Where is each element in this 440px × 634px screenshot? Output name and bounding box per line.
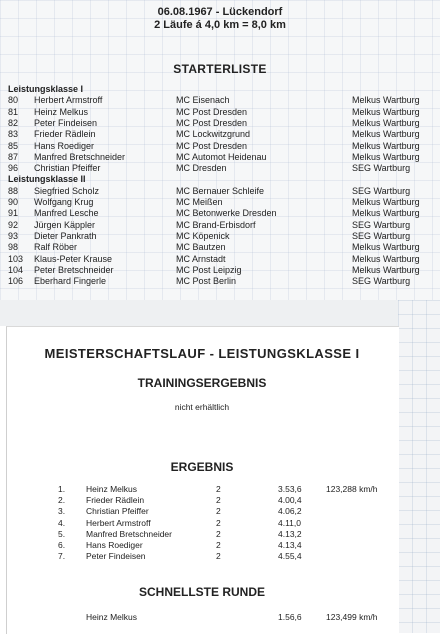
car-make: Melkus Wartburg <box>352 197 420 207</box>
car-make: Melkus Wartburg <box>352 95 420 106</box>
result-row <box>0 529 398 540</box>
club-name: MC Dresden <box>176 163 227 174</box>
graph-paper-edge <box>398 300 440 633</box>
starter-row <box>0 163 440 174</box>
sheet-gap <box>0 300 398 326</box>
result-driver: Manfred Bretschneider <box>86 528 172 539</box>
driver-name: Ralf Röber <box>34 242 78 253</box>
result-speed: 123,288 km/h <box>326 484 378 494</box>
club-name: MC Bautzen <box>176 242 226 253</box>
fastest-lap-driver: Heinz Melkus <box>86 612 138 622</box>
result-position: 7. <box>58 551 66 562</box>
club-name: MC Meißen <box>176 197 223 207</box>
result-laps: 2 <box>216 484 221 494</box>
result-driver: Christian Pfeiffer <box>86 506 149 517</box>
starter-row <box>0 152 440 163</box>
start-number: 85 <box>8 140 19 151</box>
car-make: Melkus Wartburg <box>352 140 420 151</box>
result-time: 4.55,4 <box>278 551 302 562</box>
result-time: 3.53,6 <box>278 484 302 494</box>
car-make: SEG Wartburg <box>352 163 411 174</box>
club-name: MC Post Dresden <box>176 140 248 151</box>
event-date-place: 06.08.1967 - Lückendorf <box>157 6 283 18</box>
starter-row <box>0 208 440 219</box>
driver-name: Peter Findeisen <box>34 117 98 128</box>
start-number: 90 <box>8 197 19 207</box>
start-number: 88 <box>8 185 19 196</box>
result-position: 4. <box>58 517 66 528</box>
result-row <box>0 540 398 551</box>
result-time: 4.00,4 <box>278 495 302 506</box>
starter-row <box>0 220 440 231</box>
driver-name: Christian Pfeiffer <box>34 163 101 174</box>
starter-row <box>0 265 440 276</box>
club-name: MC Post Berlin <box>176 276 237 287</box>
fastest-lap-time: 1.56,6 <box>278 612 302 622</box>
club-name: MC Post Dresden <box>176 106 248 117</box>
meisterschaft-title: MEISTERSCHAFTSLAUF - LEISTUNGSKLASSE I <box>44 346 360 361</box>
training-title: TRAININGSERGEBNIS <box>137 376 267 390</box>
result-position: 6. <box>58 540 66 550</box>
result-laps: 2 <box>216 495 221 506</box>
club-name: MC Köpenick <box>176 230 230 241</box>
start-number: 93 <box>8 230 19 241</box>
result-position: 5. <box>58 528 66 539</box>
club-name: MC Eisenach <box>176 95 230 106</box>
driver-name: Manfred Bretschneider <box>34 151 126 162</box>
start-number: 98 <box>8 242 19 253</box>
result-row <box>0 506 398 517</box>
fastest-lap-row <box>0 612 398 623</box>
driver-name: Wolfgang Krug <box>34 197 94 207</box>
car-make: Melkus Wartburg <box>352 106 420 117</box>
result-time: 4.06,2 <box>278 506 302 517</box>
club-name: MC Betonwerke Dresden <box>176 208 277 219</box>
class-heading: Leistungsklasse II <box>8 174 86 185</box>
start-number: 96 <box>8 163 19 174</box>
result-row <box>0 518 398 529</box>
starter-row <box>0 118 440 129</box>
car-make: SEG Wartburg <box>352 185 411 196</box>
club-name: MC Bernauer Schleife <box>176 185 265 196</box>
driver-name: Siegfried Scholz <box>34 185 100 196</box>
driver-name: Herbert Armstroff <box>34 95 103 106</box>
starter-row <box>0 95 440 106</box>
car-make: Melkus Wartburg <box>352 129 420 140</box>
start-number: 82 <box>8 117 19 128</box>
start-number: 103 <box>8 253 24 264</box>
result-laps: 2 <box>216 540 221 550</box>
club-name: MC Lockwitzgrund <box>176 129 251 140</box>
result-position: 1. <box>58 484 66 494</box>
result-row <box>0 495 398 506</box>
club-name: MC Post Dresden <box>176 117 248 128</box>
club-name: MC Automot Heidenau <box>176 151 267 162</box>
result-driver: Hans Roediger <box>86 540 143 550</box>
driver-name: Klaus-Peter Krause <box>34 253 113 264</box>
training-note: nicht erhältlich <box>174 402 230 412</box>
result-driver: Heinz Melkus <box>86 484 138 494</box>
ergebnis-title: ERGEBNIS <box>170 460 234 474</box>
car-make: Melkus Wartburg <box>352 151 420 162</box>
result-time: 4.13,2 <box>278 528 302 539</box>
club-name: MC Post Leipzig <box>176 264 242 275</box>
car-make: SEG Wartburg <box>352 276 411 287</box>
car-make: Melkus Wartburg <box>352 242 420 253</box>
driver-name: Hans Roediger <box>34 140 95 151</box>
driver-name: Jürgen Käppler <box>34 219 96 230</box>
result-row <box>0 484 398 495</box>
result-laps: 2 <box>216 506 221 517</box>
driver-name: Peter Bretschneider <box>34 264 114 275</box>
starter-row <box>0 107 440 118</box>
result-time: 4.13,4 <box>278 540 302 550</box>
fastest-lap-title: SCHNELLSTE RUNDE <box>138 585 265 599</box>
start-number: 104 <box>8 264 24 275</box>
start-number: 87 <box>8 151 19 162</box>
club-name: MC Brand-Erbisdorf <box>176 219 256 230</box>
starterliste-title: STARTERLISTE <box>173 62 267 76</box>
start-number: 81 <box>8 106 19 117</box>
driver-name: Eberhard Fingerle <box>34 276 107 287</box>
result-position: 3. <box>58 506 66 517</box>
result-laps: 2 <box>216 517 221 528</box>
starter-row <box>0 231 440 242</box>
car-make: SEG Wartburg <box>352 219 411 230</box>
start-number: 92 <box>8 219 19 230</box>
start-number: 83 <box>8 129 19 140</box>
result-position: 2. <box>58 495 66 506</box>
driver-name: Heinz Melkus <box>34 106 89 117</box>
result-row <box>0 551 398 562</box>
race-info: 2 Läufe á 4,0 km = 8,0 km <box>154 19 286 31</box>
start-number: 91 <box>8 208 19 219</box>
starter-row <box>0 197 440 208</box>
car-make: Melkus Wartburg <box>352 117 420 128</box>
car-make: Melkus Wartburg <box>352 264 420 275</box>
result-driver: Frieder Rädlein <box>86 495 145 506</box>
car-make: Melkus Wartburg <box>352 208 420 219</box>
driver-name: Frieder Rädlein <box>34 129 96 140</box>
result-driver: Peter Findeisen <box>86 551 146 562</box>
starter-row <box>0 276 440 287</box>
starter-row <box>0 186 440 197</box>
starter-row <box>0 242 440 253</box>
driver-name: Manfred Lesche <box>34 208 99 219</box>
result-laps: 2 <box>216 551 221 562</box>
result-time: 4.11,0 <box>278 517 302 528</box>
car-make: Melkus Wartburg <box>352 253 420 264</box>
starter-row <box>0 254 440 265</box>
driver-name: Dieter Pankrath <box>34 230 97 241</box>
club-name: MC Arnstadt <box>176 253 226 264</box>
starter-row <box>0 129 440 140</box>
start-number: 80 <box>8 95 19 106</box>
result-laps: 2 <box>216 528 221 539</box>
car-make: SEG Wartburg <box>352 230 411 241</box>
start-number: 106 <box>8 276 24 287</box>
result-driver: Herbert Armstroff <box>86 517 151 528</box>
starter-row <box>0 141 440 152</box>
fastest-lap-speed: 123,499 km/h <box>326 612 378 622</box>
class-heading: Leistungsklasse I <box>8 84 84 94</box>
